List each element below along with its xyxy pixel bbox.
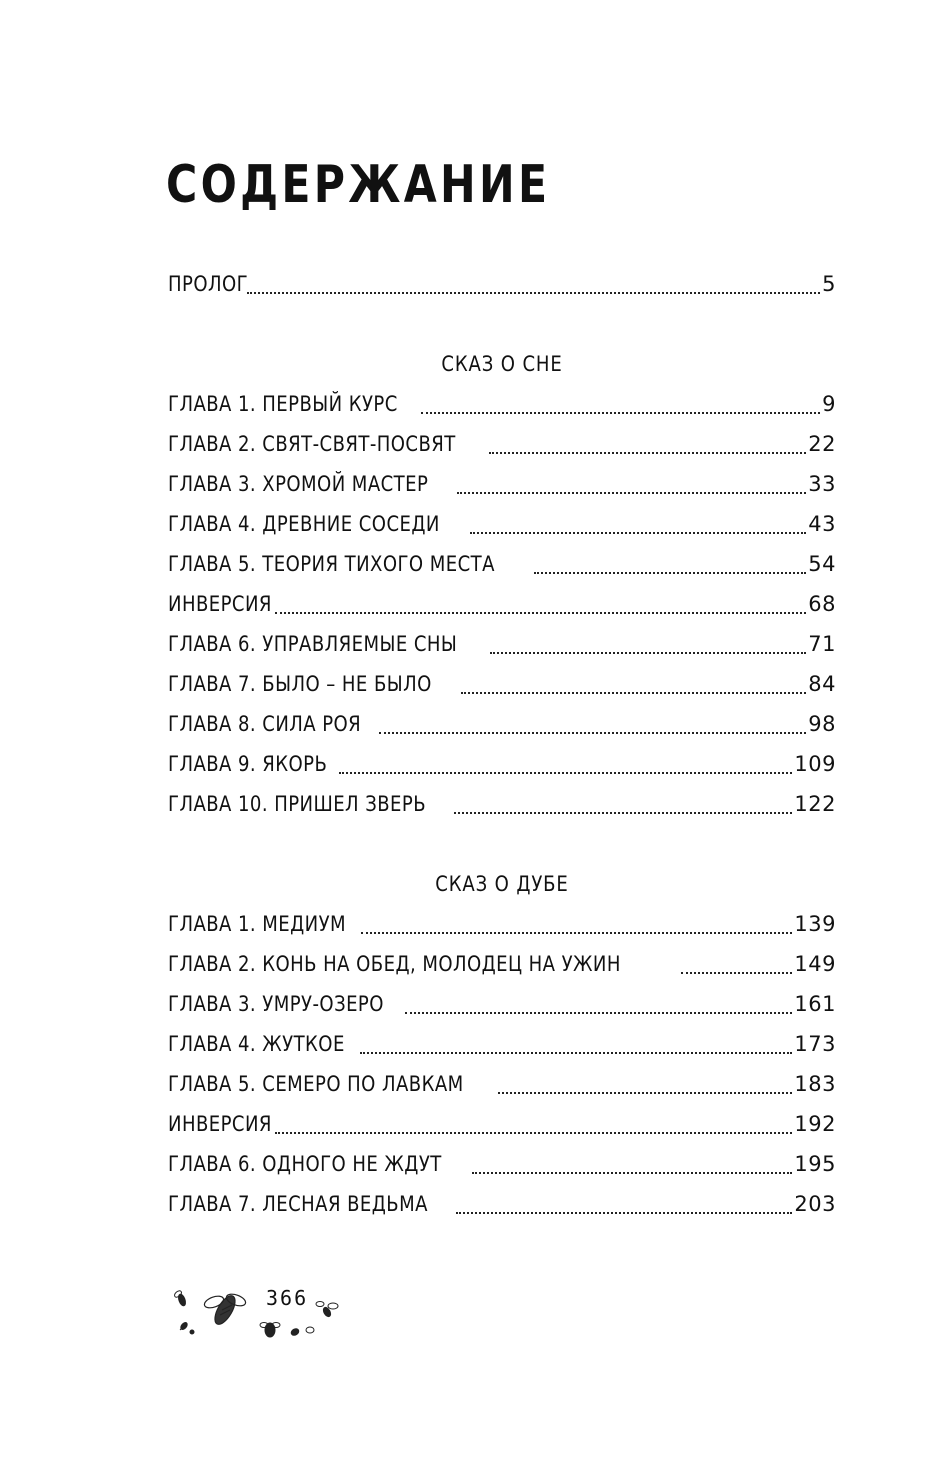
page-number: 366 xyxy=(266,1286,309,1310)
dot-leader xyxy=(360,1051,793,1054)
toc-entry-page: 98 xyxy=(808,712,836,736)
toc-entry[interactable] xyxy=(168,464,836,504)
toc-entry-page: 43 xyxy=(808,512,836,536)
page-footer xyxy=(170,1280,350,1350)
dot-leader xyxy=(461,691,807,694)
toc-entry-page: 161 xyxy=(794,992,836,1016)
dot-leader xyxy=(421,411,820,414)
table-of-contents xyxy=(168,264,836,1224)
toc-entry-title: ГЛАВА 8. СИЛА РОЯ xyxy=(168,712,362,736)
dot-leader xyxy=(470,531,806,534)
toc-entry[interactable] xyxy=(168,664,836,704)
toc-entry-page: 54 xyxy=(808,552,836,576)
toc-entry-title: ГЛАВА 6. ОДНОГО НЕ ЖДУТ xyxy=(168,1152,442,1176)
toc-entry-page: 149 xyxy=(794,952,836,976)
toc-entry-title: ИНВЕРСИЯ xyxy=(168,1112,272,1136)
toc-entry[interactable] xyxy=(168,504,836,544)
toc-entry[interactable] xyxy=(168,1184,836,1224)
toc-entry[interactable] xyxy=(168,984,836,1024)
dot-leader xyxy=(534,571,806,574)
toc-entry-prolog[interactable] xyxy=(168,264,836,304)
toc-entry-title: ГЛАВА 3. ХРОМОЙ МАСТЕР xyxy=(168,472,429,496)
toc-entry-title: ГЛАВА 10. ПРИШЕЛ ЗВЕРЬ xyxy=(168,792,427,816)
toc-entry-title: ГЛАВА 4. ЖУТКОЕ xyxy=(168,1032,345,1056)
toc-entry-title: ГЛАВА 2. СВЯТ-СВЯТ-ПОСВЯТ xyxy=(168,432,456,456)
toc-entry[interactable] xyxy=(168,624,836,664)
toc-entry-page: 173 xyxy=(794,1032,836,1056)
toc-entry-title: ГЛАВА 4. ДРЕВНИЕ СОСЕДИ xyxy=(168,512,440,536)
toc-entry-title: ГЛАВА 9. ЯКОРЬ xyxy=(168,752,328,776)
toc-entry[interactable] xyxy=(168,584,836,624)
toc-entry-title: ПРОЛОГ xyxy=(168,272,249,296)
dot-leader xyxy=(405,1011,792,1014)
toc-entry[interactable] xyxy=(168,424,836,464)
dot-leader xyxy=(361,931,792,934)
toc-entry[interactable] xyxy=(168,1144,836,1184)
toc-entry-title: ГЛАВА 1. МЕДИУМ xyxy=(168,912,347,936)
toc-entry-page: 84 xyxy=(808,672,836,696)
toc-entry[interactable] xyxy=(168,544,836,584)
toc-entry[interactable] xyxy=(168,704,836,744)
dot-leader xyxy=(275,1131,793,1134)
toc-entry-page: 109 xyxy=(794,752,836,776)
toc-entry-page: 68 xyxy=(808,592,836,616)
toc-entry-page: 195 xyxy=(794,1152,836,1176)
toc-entry[interactable] xyxy=(168,1104,836,1144)
dot-leader xyxy=(457,491,807,494)
toc-entry-title: ГЛАВА 7. ЛЕСНАЯ ВЕДЬМА xyxy=(168,1192,428,1216)
dot-leader xyxy=(247,291,820,294)
toc-entry-page: 9 xyxy=(822,392,836,416)
toc-entry-page: 183 xyxy=(794,1072,836,1096)
toc-entry[interactable] xyxy=(168,384,836,424)
dot-leader xyxy=(681,971,793,974)
dot-leader xyxy=(339,771,792,774)
toc-entry[interactable] xyxy=(168,1024,836,1064)
toc-entry-page: 122 xyxy=(794,792,836,816)
dot-leader xyxy=(489,451,807,454)
toc-entry-page: 33 xyxy=(808,472,836,496)
toc-entry[interactable] xyxy=(168,944,836,984)
dot-leader xyxy=(490,651,806,654)
part-title: СКАЗ О СНЕ xyxy=(441,352,563,376)
toc-entry-title: ГЛАВА 1. ПЕРВЫЙ КУРС xyxy=(168,392,398,416)
dot-leader xyxy=(498,1091,793,1094)
toc-entry-page: 71 xyxy=(808,632,836,656)
toc-entry-page: 5 xyxy=(822,272,836,296)
toc-entry[interactable] xyxy=(168,784,836,824)
bees-icon xyxy=(170,1280,350,1350)
toc-entry-page: 203 xyxy=(794,1192,836,1216)
toc-entry-title: ГЛАВА 5. СЕМЕРО ПО ЛАВКАМ xyxy=(168,1072,464,1096)
toc-entry-page: 139 xyxy=(794,912,836,936)
dot-leader xyxy=(454,811,792,814)
toc-entry-title: ИНВЕРСИЯ xyxy=(168,592,272,616)
dot-leader xyxy=(379,731,807,734)
toc-entry-title: ГЛАВА 6. УПРАВЛЯЕМЫЕ СНЫ xyxy=(168,632,458,656)
toc-entry-title: ГЛАВА 7. БЫЛО – НЕ БЫЛО xyxy=(168,672,432,696)
dot-leader xyxy=(472,1171,792,1174)
part-title: СКАЗ О ДУБЕ xyxy=(435,872,569,896)
toc-entry-page: 192 xyxy=(794,1112,836,1136)
toc-entry-page: 22 xyxy=(808,432,836,456)
toc-entry-title: ГЛАВА 3. УМРУ-ОЗЕРО xyxy=(168,992,384,1016)
toc-entry[interactable] xyxy=(168,904,836,944)
toc-entry-title: ГЛАВА 2. КОНЬ НА ОБЕД, МОЛОДЕЦ НА УЖИН xyxy=(168,952,621,976)
toc-entry[interactable] xyxy=(168,744,836,784)
toc-entry-title: ГЛАВА 5. ТЕОРИЯ ТИХОГО МЕСТА xyxy=(168,552,495,576)
page-title: СОДЕРЖАНИЕ xyxy=(166,155,551,215)
toc-entry[interactable] xyxy=(168,1064,836,1104)
dot-leader xyxy=(456,1211,792,1214)
dot-leader xyxy=(275,611,806,614)
